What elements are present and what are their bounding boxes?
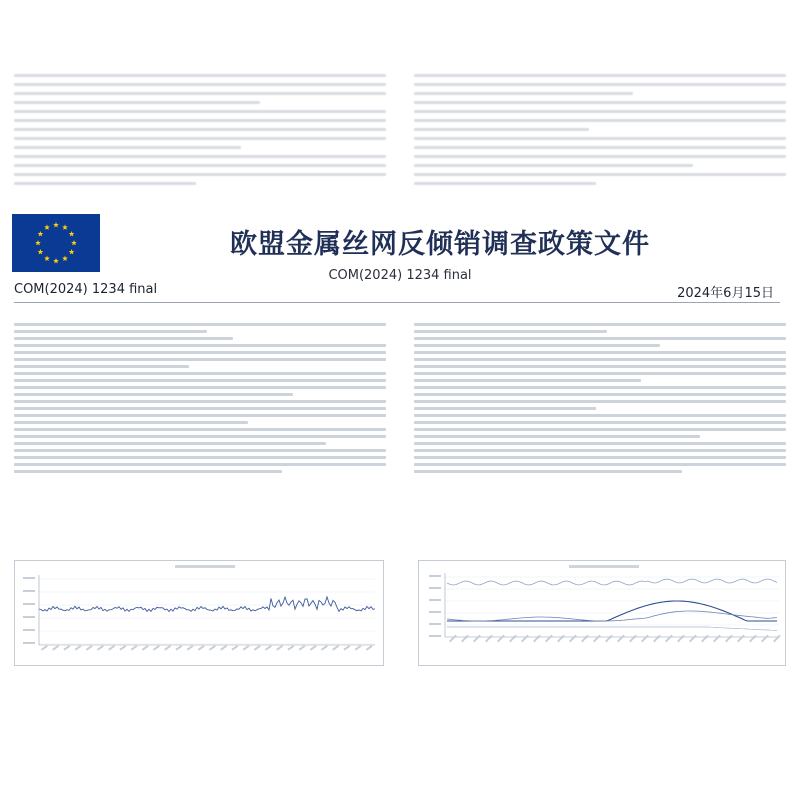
illegible-text-line — [414, 337, 786, 340]
x-tick-label — [63, 645, 70, 651]
illegible-text-right — [414, 68, 786, 198]
illegible-text-line — [14, 358, 386, 361]
illegible-text-line — [14, 442, 326, 445]
x-tick-label — [153, 645, 160, 651]
y-tick-label — [23, 629, 35, 631]
illegible-text-line — [14, 400, 386, 403]
y-tick-label — [23, 590, 35, 592]
x-tick-label — [581, 635, 589, 643]
illegible-text-line — [414, 414, 786, 417]
illegible-text-line — [14, 182, 196, 185]
document-date: 2024年6月15日 — [677, 286, 774, 301]
document-reference-center: COM(2024) 1234 final — [328, 268, 472, 283]
illegible-text-line — [414, 463, 786, 466]
illegible-text-line — [414, 330, 607, 333]
x-tick-label — [749, 635, 757, 643]
x-tick-label — [557, 635, 565, 643]
illegible-text-line — [414, 351, 786, 354]
illegible-text-line — [414, 442, 786, 445]
illegible-text-line — [14, 344, 386, 347]
illegible-text-line — [14, 372, 386, 375]
x-tick-label — [243, 645, 250, 651]
illegible-text-line — [414, 74, 786, 77]
illegible-text-line — [414, 379, 641, 382]
illegible-text-line — [414, 119, 786, 122]
illegible-text-line — [414, 164, 693, 167]
x-tick-label — [485, 635, 493, 643]
x-tick-label — [119, 645, 126, 651]
illegible-text-line — [414, 128, 589, 131]
illegible-text-line — [14, 101, 260, 104]
y-tick-label — [23, 577, 35, 579]
x-tick-label — [533, 635, 541, 643]
x-tick-label — [131, 645, 138, 651]
illegible-text-line — [414, 365, 786, 368]
x-tick-label — [689, 635, 697, 643]
illegible-text-line — [14, 173, 386, 176]
x-tick-label — [41, 645, 48, 651]
illegible-text-line — [414, 155, 786, 158]
x-tick-label — [677, 635, 685, 643]
series-line-lower — [447, 627, 777, 631]
x-tick-label — [761, 635, 769, 643]
x-tick-label — [569, 635, 577, 643]
illegible-text-line — [14, 92, 386, 95]
illegible-text-line — [414, 435, 700, 438]
x-tick-label — [366, 645, 373, 651]
x-tick-label — [713, 635, 721, 643]
illegible-text-line — [414, 358, 786, 361]
illegible-text-line — [414, 137, 786, 140]
x-tick-label — [108, 645, 115, 651]
x-tick-label — [310, 645, 317, 651]
x-tick-label — [52, 645, 59, 651]
x-tick-label — [75, 645, 82, 651]
right-column-text — [414, 320, 786, 477]
illegible-text-line — [14, 428, 386, 431]
x-tick-label — [461, 635, 469, 643]
illegible-text-line — [414, 92, 633, 95]
right-chart-plot — [419, 561, 785, 665]
x-tick-label — [198, 645, 205, 651]
illegible-text-line — [14, 456, 386, 459]
x-tick-label — [231, 645, 238, 651]
x-tick-label — [97, 645, 104, 651]
x-tick-label — [321, 645, 328, 651]
illegible-text-line — [414, 456, 786, 459]
x-tick-label — [545, 635, 553, 643]
x-tick-label — [142, 645, 149, 651]
illegible-text-line — [414, 470, 682, 473]
illegible-text-line — [414, 101, 786, 104]
x-tick-label — [299, 645, 306, 651]
y-tick-label — [429, 623, 441, 625]
illegible-text-line — [14, 379, 386, 382]
illegible-text-line — [414, 323, 786, 326]
illegible-text-line — [414, 182, 596, 185]
illegible-text-line — [14, 146, 241, 149]
illegible-text-line — [14, 470, 282, 473]
y-tick-label — [429, 575, 441, 577]
illegible-text-line — [14, 393, 293, 396]
illegible-text-line — [414, 146, 786, 149]
y-tick-label — [429, 599, 441, 601]
x-tick-label — [617, 635, 625, 643]
y-tick-label — [429, 587, 441, 589]
illegible-text-line — [14, 164, 386, 167]
x-tick-label — [593, 635, 601, 643]
x-tick-label — [665, 635, 673, 643]
illegible-text-line — [14, 74, 386, 77]
illegible-text-line — [14, 407, 386, 410]
y-tick-label — [23, 603, 35, 605]
series-line-upper — [447, 579, 777, 585]
x-tick-label — [725, 635, 733, 643]
chart-caption-bar — [569, 565, 639, 568]
x-tick-label — [653, 635, 661, 643]
illegible-text-line — [414, 428, 786, 431]
y-tick-label — [23, 616, 35, 618]
illegible-text-line — [14, 351, 386, 354]
x-tick-label — [449, 635, 457, 643]
eu-flag-icon — [12, 214, 100, 272]
x-tick-label — [175, 645, 182, 651]
x-tick-label — [509, 635, 517, 643]
illegible-text-line — [14, 128, 386, 131]
y-tick-label — [429, 611, 441, 613]
x-tick-label — [332, 645, 339, 651]
x-tick-label — [701, 635, 709, 643]
illegible-text-line — [414, 83, 786, 86]
illegible-text-line — [14, 365, 189, 368]
y-tick-label — [429, 635, 441, 637]
illegible-text-line — [14, 386, 386, 389]
x-tick-label — [287, 645, 294, 651]
x-tick-label — [187, 645, 194, 651]
left-chart-plot — [15, 561, 383, 665]
illegible-top-text — [0, 68, 800, 206]
illegible-text-line — [414, 344, 660, 347]
x-tick-label — [641, 635, 649, 643]
illegible-text-line — [414, 393, 786, 396]
x-tick-label — [773, 635, 781, 643]
left-chart — [14, 560, 384, 666]
x-tick-label — [473, 635, 481, 643]
series-line — [39, 597, 375, 612]
x-tick-label — [254, 645, 261, 651]
x-tick-label — [276, 645, 283, 651]
x-tick-label — [497, 635, 505, 643]
x-tick-label — [605, 635, 613, 643]
illegible-text-left — [14, 68, 386, 198]
x-tick-label — [629, 635, 637, 643]
y-tick-label — [23, 642, 35, 644]
illegible-text-line — [414, 386, 786, 389]
x-tick-label — [220, 645, 227, 651]
x-tick-label — [355, 645, 362, 651]
x-tick-label — [521, 635, 529, 643]
illegible-text-line — [14, 110, 386, 113]
right-chart — [418, 560, 786, 666]
illegible-text-line — [14, 330, 207, 333]
x-tick-label — [209, 645, 216, 651]
illegible-text-line — [14, 119, 386, 122]
illegible-text-line — [414, 400, 786, 403]
illegible-text-line — [14, 155, 386, 158]
illegible-text-line — [14, 421, 248, 424]
illegible-text-line — [14, 435, 386, 438]
x-tick-label — [343, 645, 350, 651]
series-line-peak — [447, 601, 777, 621]
illegible-text-line — [414, 173, 786, 176]
illegible-text-line — [414, 407, 596, 410]
document-reference: COM(2024) 1234 final — [14, 282, 158, 297]
x-tick-label — [265, 645, 272, 651]
x-tick-label — [737, 635, 745, 643]
illegible-text-line — [14, 449, 386, 452]
illegible-text-line — [414, 449, 786, 452]
document-title: 欧盟金属丝网反倾销调查政策文件 — [230, 229, 650, 260]
illegible-text-line — [414, 372, 786, 375]
left-column-text — [14, 320, 386, 477]
illegible-text-line — [14, 83, 386, 86]
illegible-text-line — [14, 337, 233, 340]
illegible-text-line — [14, 137, 386, 140]
x-tick-label — [164, 645, 171, 651]
x-tick-label — [86, 645, 93, 651]
illegible-text-line — [414, 110, 786, 113]
chart-caption-bar — [175, 565, 235, 568]
header-divider — [14, 302, 780, 303]
illegible-text-line — [14, 323, 386, 326]
illegible-text-line — [14, 463, 386, 466]
illegible-text-line — [14, 414, 386, 417]
illegible-text-line — [414, 421, 786, 424]
